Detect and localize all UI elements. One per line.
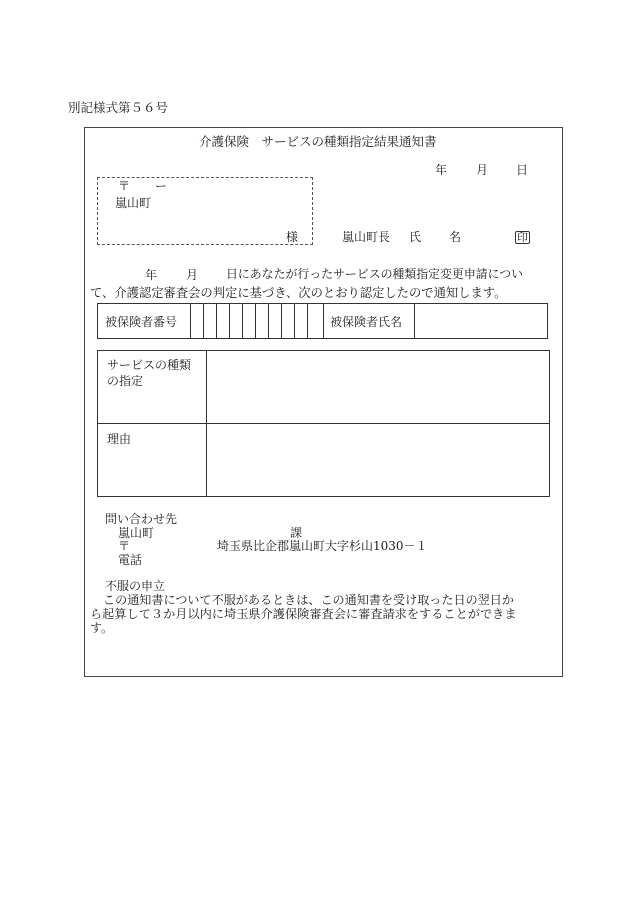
date-year-label: 年: [435, 163, 448, 177]
objection-line-2: ら起算して３か月以内に埼玉県介護保険審査会に審査請求をすることができま: [90, 607, 517, 621]
body-year-label: 年: [145, 268, 158, 282]
designation-label-line-1: サービスの種類: [107, 358, 192, 372]
recipient-postal-dash: ー: [155, 179, 168, 193]
issuer-title: 嵐山町長: [342, 230, 391, 244]
service-designation-table: [97, 350, 550, 497]
form-number: 別記様式第５６号: [68, 100, 169, 115]
body-line-2: て、介護認定審査会の判定に基づき、次のとおり認定したので通知します。: [90, 286, 507, 300]
objection-line-3: す。: [90, 621, 114, 635]
issuer-name-label-2: 名: [449, 230, 462, 244]
contact-address: 埼玉県比企郡嵐山町大字杉山1030－１: [217, 539, 428, 553]
designation-label-line-2: の指定: [107, 374, 144, 388]
issuer-name-label-1: 氏: [409, 230, 422, 244]
official-seal: 印: [517, 231, 528, 244]
reason-label: 理由: [107, 432, 132, 446]
body-month-label: 月: [186, 268, 199, 282]
insured-number-label: 被保険者番号: [105, 315, 178, 329]
date-day-label: 日: [516, 163, 529, 177]
contact-heading: 問い合わせ先: [105, 512, 178, 526]
insured-name-label: 被保険者氏名: [330, 315, 403, 329]
objection-heading: 不服の申立: [105, 579, 166, 593]
contact-section: 課: [290, 526, 303, 540]
recipient-town: 嵐山町: [115, 196, 152, 210]
recipient-postal-mark: 〒: [118, 179, 131, 193]
form-title: 介護保険 サービスの種類指定結果通知書: [199, 134, 437, 149]
objection-line-1: この通知書について不服があるときは、この通知書を受け取った日の翌日か: [103, 593, 514, 607]
contact-phone-label: 電話: [118, 553, 143, 567]
contact-postal-mark: 〒: [118, 539, 131, 553]
date-month-label: 月: [476, 163, 489, 177]
body-line-1: 日にあなたが行ったサービスの種類指定変更申請につい: [226, 267, 524, 281]
insured-info-row: [97, 303, 548, 339]
contact-town: 嵐山町: [118, 526, 155, 540]
recipient-honorific: 様: [286, 230, 299, 244]
